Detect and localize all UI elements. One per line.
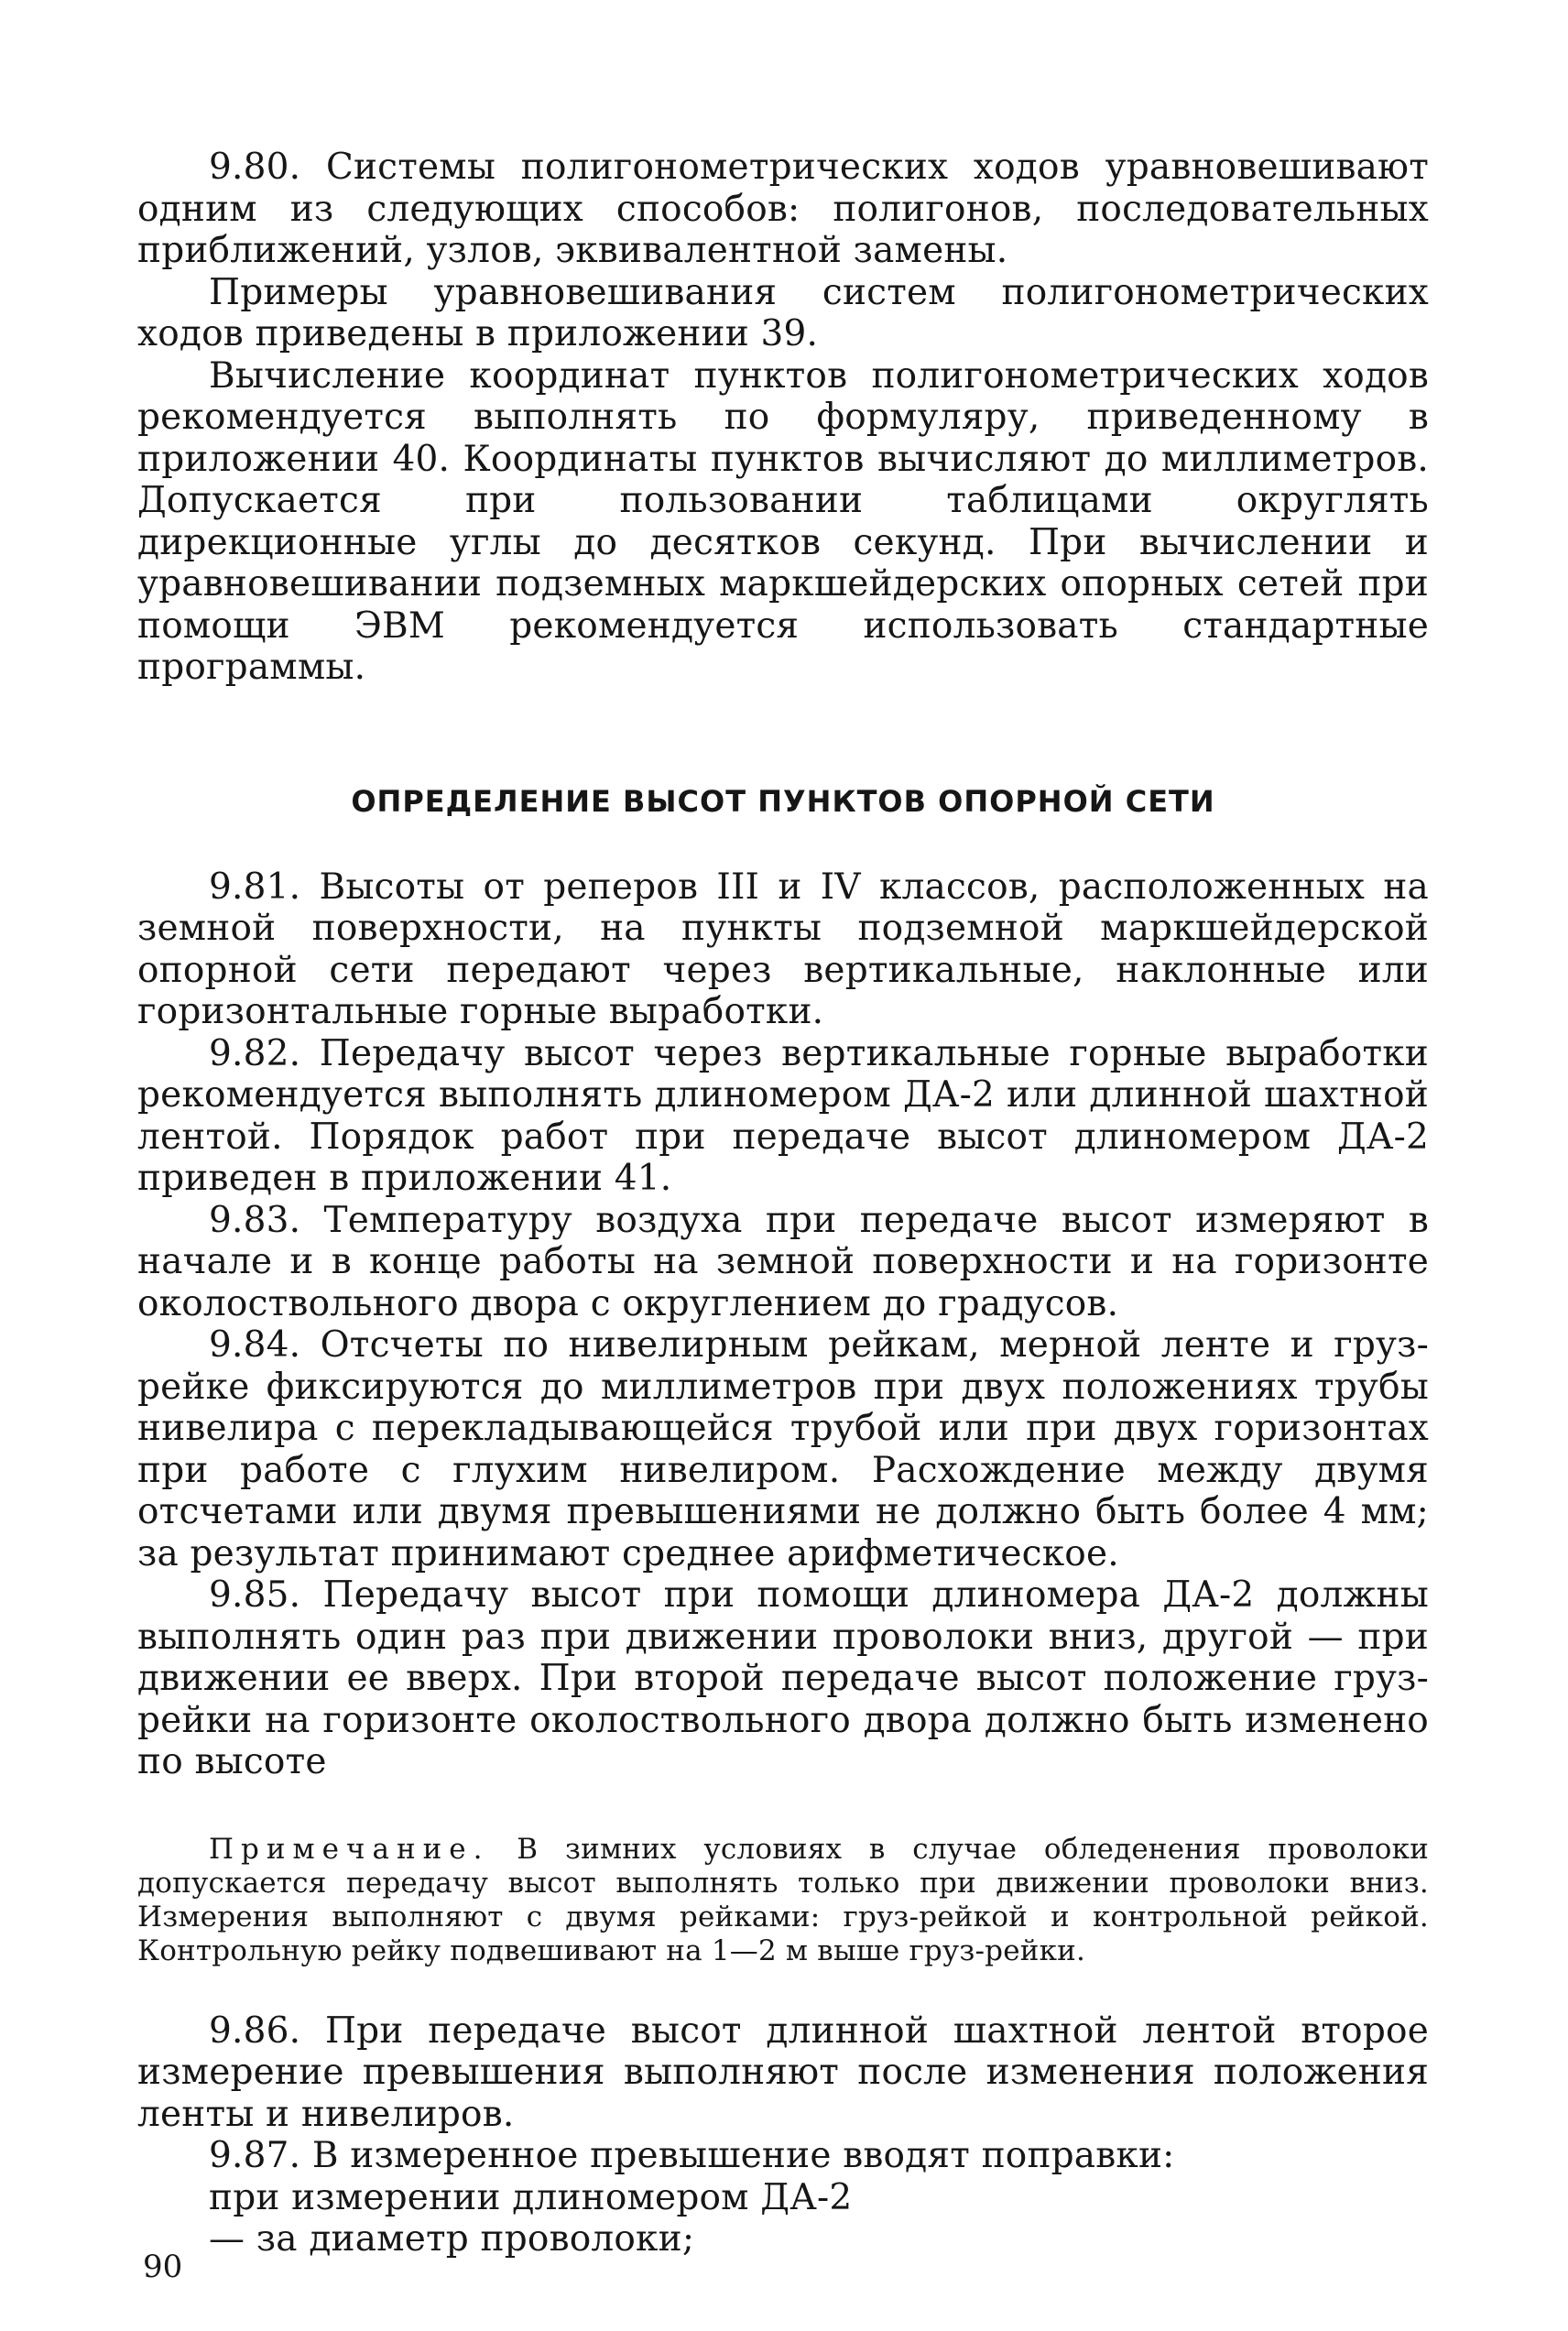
paragraph-9-81: 9.81. Высоты от реперов III и IV классов, расположенных на земной поверхности, на пункты подземной маркшейдерской опорной сети передают через вертикальные, наклонные или горизонтальные горные выработки. <box>137 866 1429 1032</box>
paragraph-examples: Примеры уравновешивания систем полигонометрических ходов приведены в приложении 39. <box>137 271 1429 354</box>
line-diameter: — за диаметр проволоки; <box>209 2218 695 2260</box>
note-label: Примечание. <box>209 1832 490 1866</box>
paragraph-9-87: 9.87. В измеренное превышение вводят поправки: <box>209 2135 1175 2176</box>
page-body <box>137 147 1429 2260</box>
paragraph-9-85: 9.85. Передачу высот при помощи длиномера ДА-2 должны выполнять один раз при движении проволоки вниз, другой — при движении ее вверх. При второй передаче высот положение груз-рейки на горизонте околоствольного двора должно быть изменено по высоте <box>137 1574 1429 1782</box>
paragraph-coordinates: Вычисление координат пунктов полигонометрических ходов рекомендуется выполнять по формуляру, приведенному в приложении 40. Координаты пунктов вычисляют до миллиметров. Допускается при пользовании таблицами округлять дирекционные углы до десятков секунд. При вычислении и уравновешивании подземных маркшейдерских опорных сетей при помощи ЭВМ рекомендуется использовать стандартные программы. <box>137 354 1429 688</box>
note-text: В зимних условиях в случае обледенения проволоки допускается передачу высот выполнять только при движении проволоки вниз. Измерения выполняют с двумя рейками: груз-рейкой и контрольной рейкой. Контрольную рейку подвешивают на 1—2 м выше груз-рейки. <box>137 1832 1429 1967</box>
line-dlinomer: при измерении длиномером ДА-2 <box>209 2176 853 2218</box>
note-block <box>137 1833 1429 1968</box>
paragraph-9-80: 9.80. Системы полигонометрических ходов уравновешивают одним из следующих способов: полигонов, последовательных приближений, узлов, эквивалентной замены. <box>137 147 1429 271</box>
paragraph-9-84: 9.84. Отсчеты по нивелирным рейкам, мерной ленте и груз-рейке фиксируются до миллиметров при двух положениях трубы нивелира с перекладывающейся трубой или при двух горизонтах при работе с глухим нивелиром. Расхождение между двумя отсчетами или двумя превышениями не должно быть более 4 мм; за результат принимают среднее арифметическое. <box>137 1324 1429 1574</box>
paragraph-9-82: 9.82. Передачу высот через вертикальные горные выработки рекомендуется выполнять длиномером ДА-2 или длинной шахтной лентой. Порядок работ при передаче высот длиномером ДА-2 приведен в приложении 41. <box>137 1032 1429 1199</box>
section-heading: ОПРЕДЕЛЕНИЕ ВЫСОТ ПУНКТОВ ОПОРНОЙ СЕТИ <box>351 783 1215 819</box>
paragraph-9-86: 9.86. При передаче высот длинной шахтной лентой второе измерение превышения выполняют после изменения положения ленты и нивелиров. <box>137 2010 1429 2135</box>
paragraph-9-83: 9.83. Температуру воздуха при передаче высот измеряют в начале и в конце работы на земной поверхности и на горизонте околоствольного двора с округлением до градусов. <box>137 1199 1429 1324</box>
page-number: 90 <box>143 2249 183 2285</box>
